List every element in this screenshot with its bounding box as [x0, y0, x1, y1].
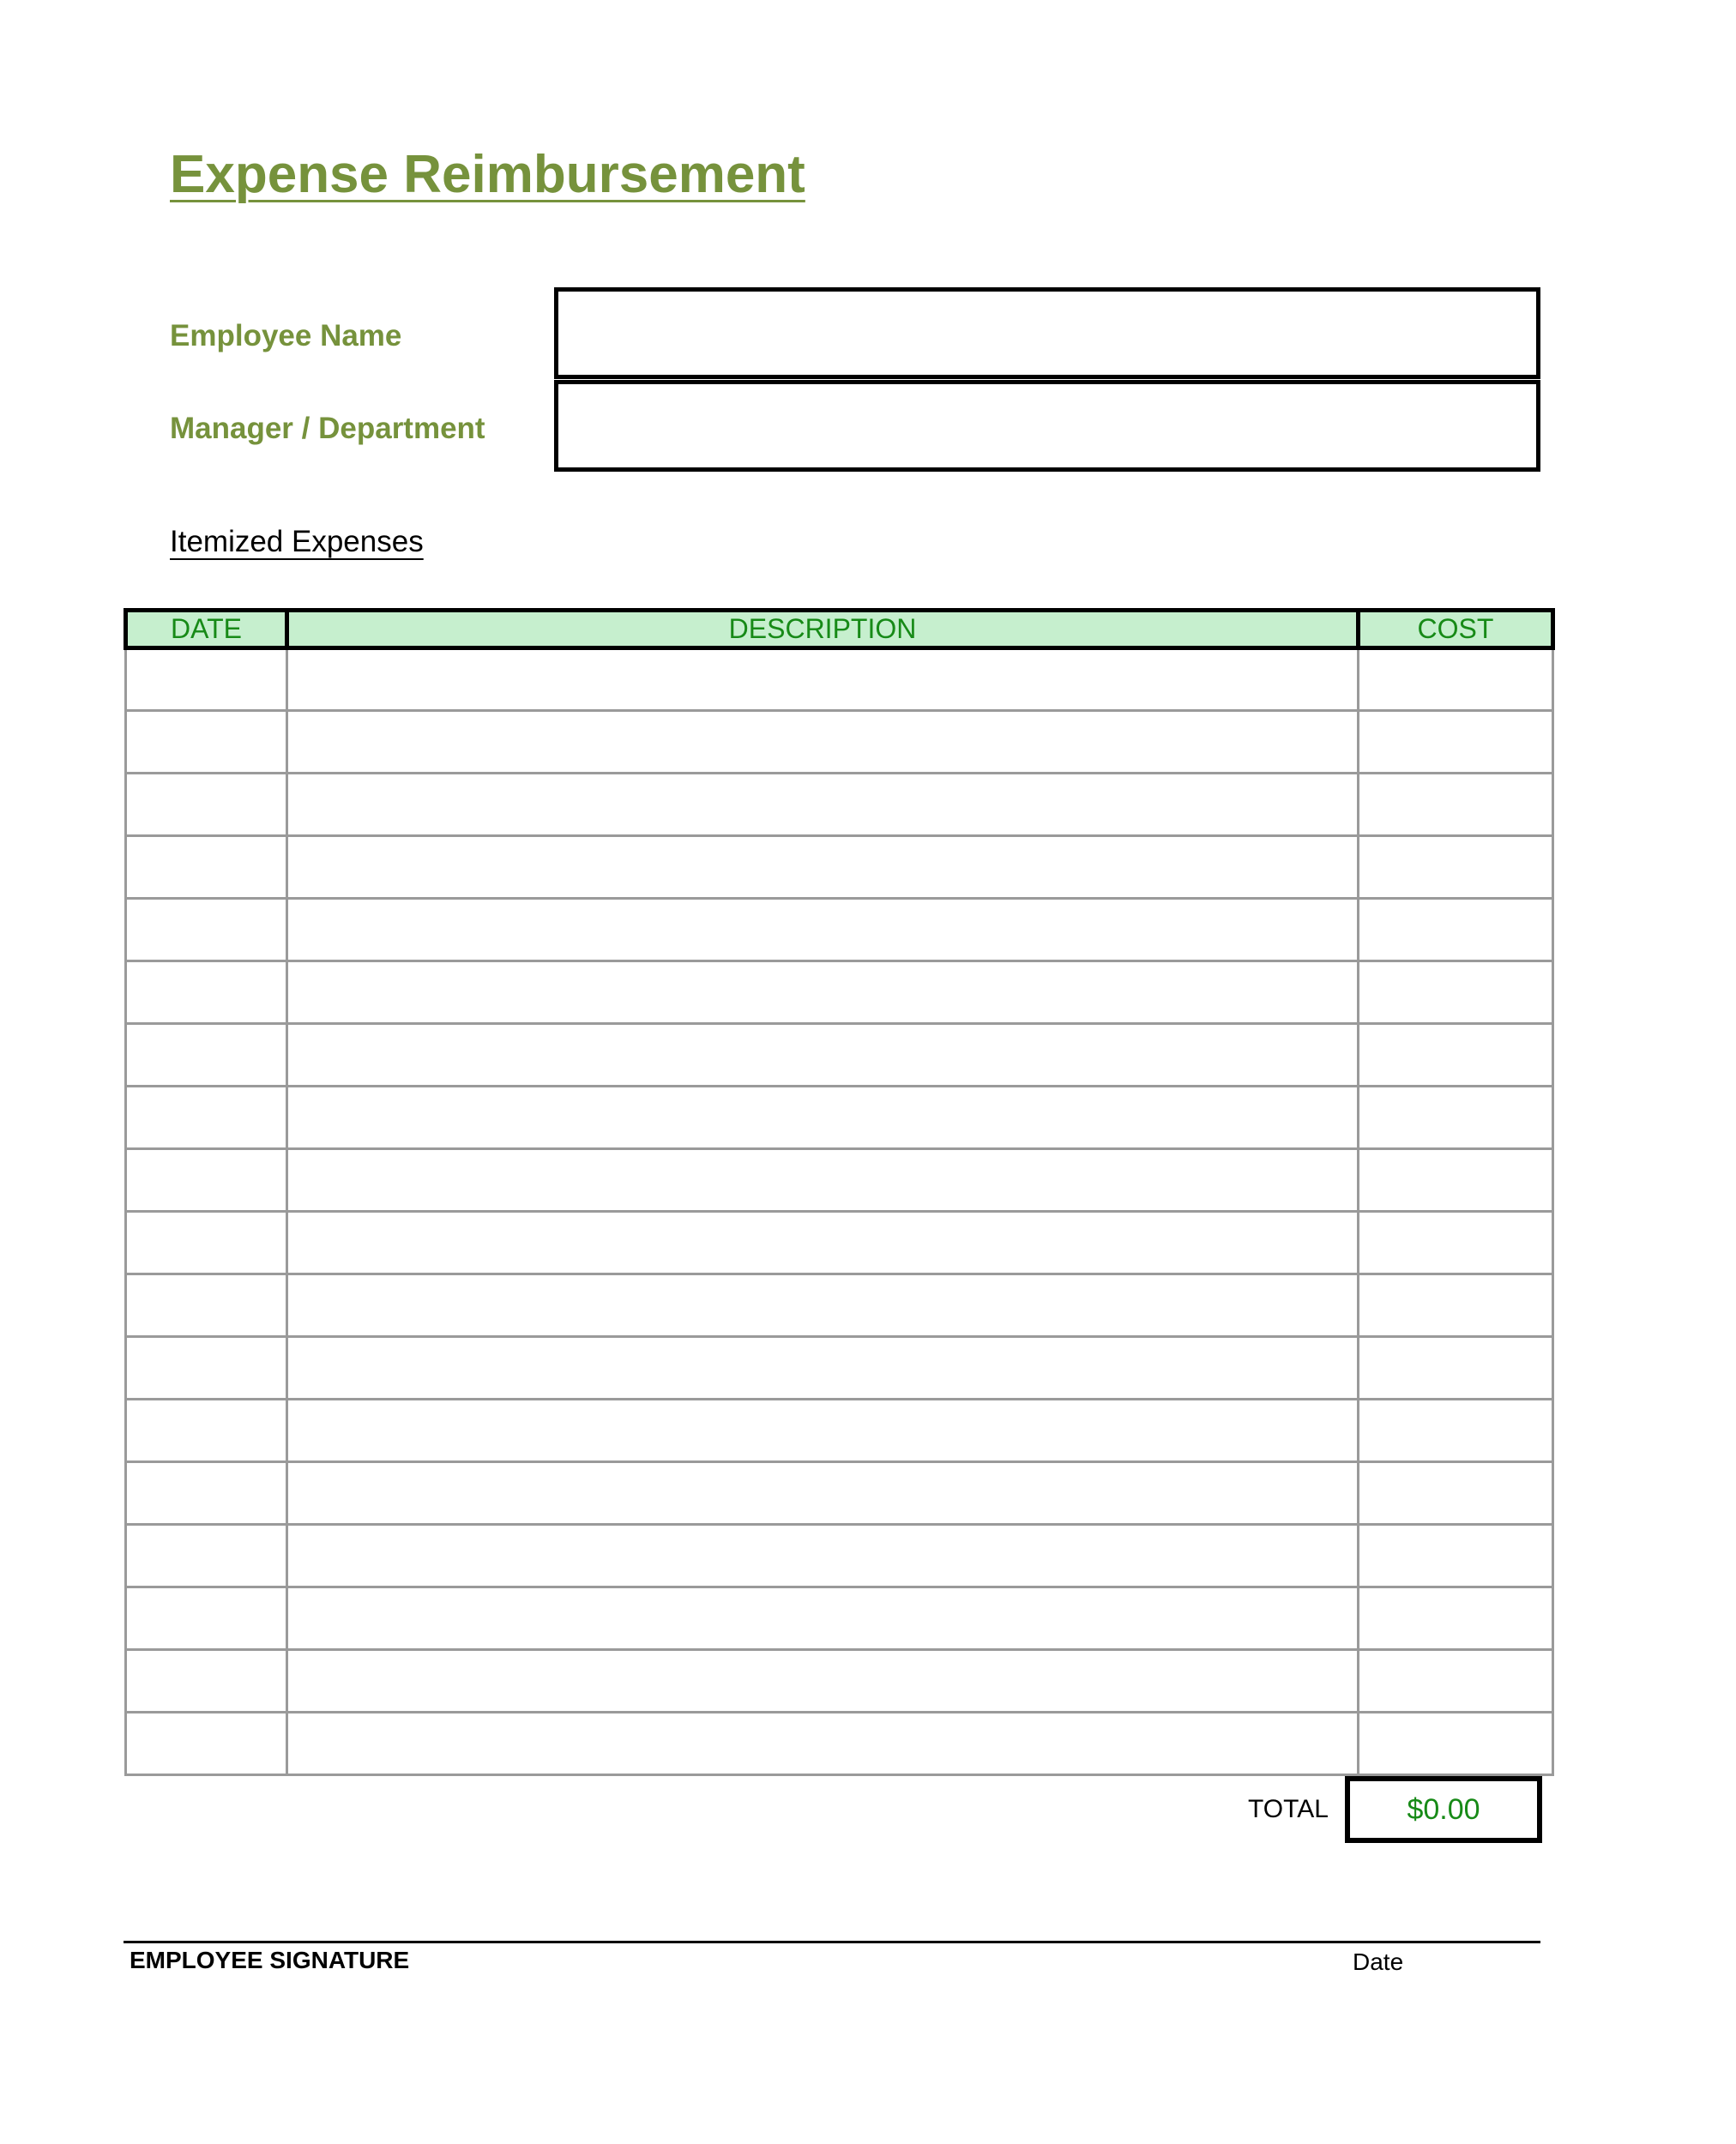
table-row: [126, 1337, 1553, 1400]
date-cell[interactable]: [126, 899, 287, 961]
cost-cell[interactable]: [1359, 648, 1553, 711]
cost-column-header: COST: [1359, 611, 1553, 648]
signature-date-label: Date: [1353, 1948, 1404, 1975]
date-cell[interactable]: [126, 1525, 287, 1587]
date-cell[interactable]: [126, 1650, 287, 1713]
expense-table: [124, 608, 1555, 1776]
date-column-header: DATE: [126, 611, 287, 648]
date-cell[interactable]: [126, 836, 287, 899]
date-cell[interactable]: [126, 711, 287, 774]
date-cell[interactable]: [126, 774, 287, 836]
table-row: [126, 1087, 1553, 1149]
date-cell[interactable]: [126, 1212, 287, 1274]
table-row: [126, 1024, 1553, 1087]
description-cell[interactable]: [287, 1274, 1359, 1337]
date-cell[interactable]: [126, 1087, 287, 1149]
cost-cell[interactable]: [1359, 1024, 1553, 1087]
description-cell[interactable]: [287, 1212, 1359, 1274]
description-cell[interactable]: [287, 1587, 1359, 1650]
employee-name-label: Employee Name: [170, 319, 402, 352]
expense-rows: [126, 648, 1553, 1775]
table-row: [126, 1587, 1553, 1650]
itemized-expenses-label: Itemized Expenses: [170, 525, 424, 558]
date-cell[interactable]: [126, 961, 287, 1024]
description-cell[interactable]: [287, 648, 1359, 711]
table-row: [126, 1149, 1553, 1212]
description-cell[interactable]: [287, 1650, 1359, 1713]
date-cell[interactable]: [126, 1274, 287, 1337]
table-row: [126, 1274, 1553, 1337]
form-title: Expense Reimbursement: [170, 145, 805, 204]
table-header-row: [126, 611, 1553, 648]
cost-cell[interactable]: [1359, 1713, 1553, 1775]
date-cell[interactable]: [126, 1713, 287, 1775]
cost-cell[interactable]: [1359, 1587, 1553, 1650]
description-cell[interactable]: [287, 1713, 1359, 1775]
table-row: [126, 1212, 1553, 1274]
description-cell[interactable]: [287, 774, 1359, 836]
date-cell[interactable]: [126, 1024, 287, 1087]
cost-cell[interactable]: [1359, 1149, 1553, 1212]
description-cell[interactable]: [287, 1462, 1359, 1525]
description-cell[interactable]: [287, 899, 1359, 961]
cost-cell[interactable]: [1359, 1337, 1553, 1400]
cost-cell[interactable]: [1359, 711, 1553, 774]
table-row: [126, 1650, 1553, 1713]
description-column-header: DESCRIPTION: [287, 611, 1359, 648]
employee-name-field[interactable]: [554, 287, 1540, 379]
table-row: [126, 1525, 1553, 1587]
table-row: [126, 648, 1553, 711]
table-row: [126, 1713, 1553, 1775]
description-cell[interactable]: [287, 1087, 1359, 1149]
cost-cell[interactable]: [1359, 961, 1553, 1024]
manager-department-field[interactable]: [554, 380, 1540, 472]
manager-department-label: Manager / Department: [170, 412, 485, 445]
cost-cell[interactable]: [1359, 1274, 1553, 1337]
table-row: [126, 1462, 1553, 1525]
signature-line: [124, 1941, 1540, 1943]
date-cell[interactable]: [126, 1587, 287, 1650]
date-cell[interactable]: [126, 1400, 287, 1462]
description-cell[interactable]: [287, 1525, 1359, 1587]
table-row: [126, 899, 1553, 961]
description-cell[interactable]: [287, 1337, 1359, 1400]
date-cell[interactable]: [126, 1462, 287, 1525]
table-row: [126, 836, 1553, 899]
description-cell[interactable]: [287, 1149, 1359, 1212]
description-cell[interactable]: [287, 1400, 1359, 1462]
total-label: TOTAL: [1248, 1795, 1329, 1823]
cost-cell[interactable]: [1359, 1212, 1553, 1274]
table-row: [126, 711, 1553, 774]
description-cell[interactable]: [287, 961, 1359, 1024]
cost-cell[interactable]: [1359, 899, 1553, 961]
cost-cell[interactable]: [1359, 1400, 1553, 1462]
cost-cell[interactable]: [1359, 1525, 1553, 1587]
total-value: $0.00: [1345, 1776, 1542, 1843]
table-row: [126, 774, 1553, 836]
employee-signature-label: EMPLOYEE SIGNATURE: [130, 1947, 410, 1973]
date-cell[interactable]: [126, 1149, 287, 1212]
table-row: [126, 961, 1553, 1024]
description-cell[interactable]: [287, 1024, 1359, 1087]
date-cell[interactable]: [126, 1337, 287, 1400]
date-cell[interactable]: [126, 648, 287, 711]
table-row: [126, 1400, 1553, 1462]
description-cell[interactable]: [287, 836, 1359, 899]
cost-cell[interactable]: [1359, 1650, 1553, 1713]
description-cell[interactable]: [287, 711, 1359, 774]
cost-cell[interactable]: [1359, 836, 1553, 899]
cost-cell[interactable]: [1359, 1087, 1553, 1149]
cost-cell[interactable]: [1359, 1462, 1553, 1525]
cost-cell[interactable]: [1359, 774, 1553, 836]
